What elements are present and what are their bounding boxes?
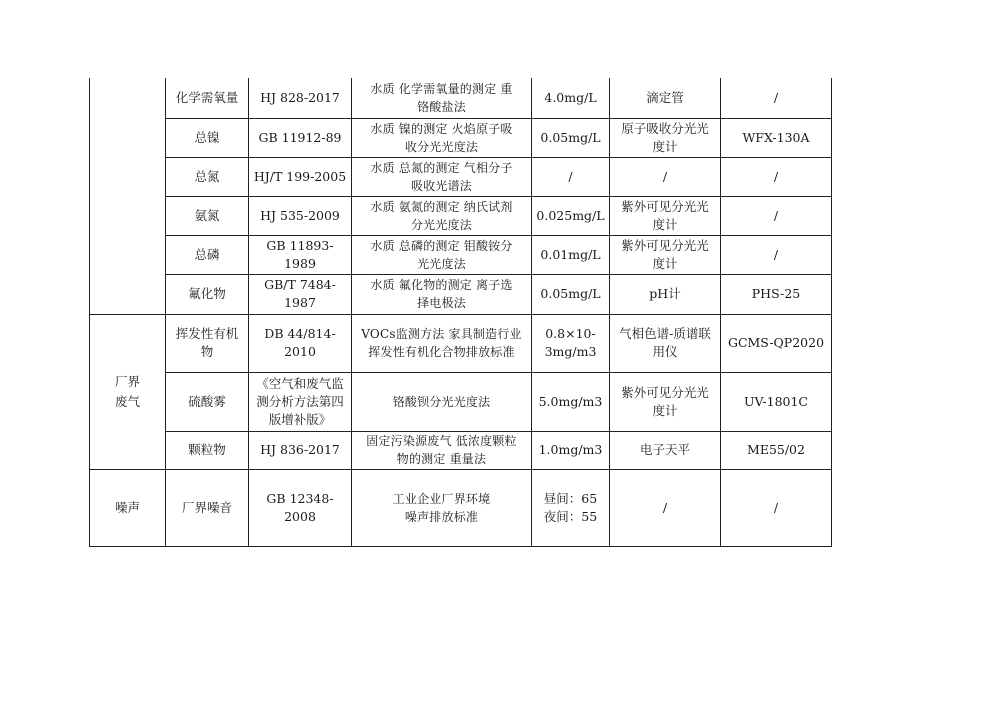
instrument-cell: 紫外可见分光光 度计 xyxy=(610,372,721,431)
model-cell: / xyxy=(721,157,832,196)
instrument-cell: 原子吸收分光光 度计 xyxy=(610,118,721,157)
standard-cell: GB 11912-89 xyxy=(249,118,352,157)
limit-cell: 0.01mg/L xyxy=(532,235,610,274)
instrument-cell: 紫外可见分光光 度计 xyxy=(610,235,721,274)
method-cell: 铬酸钡分光光度法 xyxy=(352,372,532,431)
table-row xyxy=(90,431,832,469)
item-cell: 厂界噪音 xyxy=(166,469,249,546)
limit-cell: 昼间：65 夜间：55 xyxy=(532,469,610,546)
method-cell: 水质 总氮的测定 气相分子 吸收光谱法 xyxy=(352,157,532,196)
table-row xyxy=(90,78,832,118)
method-cell: 水质 化学需氧量的测定 重 铬酸盐法 xyxy=(352,78,532,118)
limit-cell: 4.0mg/L xyxy=(532,78,610,118)
table-row xyxy=(90,118,832,157)
instrument-cell: 气相色谱-质谱联 用仪 xyxy=(610,314,721,372)
limit-cell: 1.0mg/m3 xyxy=(532,431,610,469)
table-row xyxy=(90,314,832,372)
standard-cell: GB/T 7484-1987 xyxy=(249,274,352,314)
method-cell: 固定污染源废气 低浓度颗粒 物的测定 重量法 xyxy=(352,431,532,469)
item-cell: 硫酸雾 xyxy=(166,372,249,431)
category-cell-waste-gas: 厂界 废气 xyxy=(90,314,166,469)
item-cell: 总镍 xyxy=(166,118,249,157)
method-cell: VOCs监测方法 家具制造行业 挥发性有机化合物排放标准 xyxy=(352,314,532,372)
item-cell: 挥发性有机 物 xyxy=(166,314,249,372)
table-row xyxy=(90,469,832,546)
instrument-cell: / xyxy=(610,469,721,546)
item-cell: 总磷 xyxy=(166,235,249,274)
standard-cell: DB 44/814-2010 xyxy=(249,314,352,372)
method-cell: 水质 镍的测定 火焰原子吸 收分光光度法 xyxy=(352,118,532,157)
table-row xyxy=(90,196,832,235)
item-cell: 化学需氧量 xyxy=(166,78,249,118)
standard-cell: GB 12348-2008 xyxy=(249,469,352,546)
table-row xyxy=(90,235,832,274)
limit-cell: 0.05mg/L xyxy=(532,118,610,157)
model-cell: UV-1801C xyxy=(721,372,832,431)
limit-cell: 0.8×10- 3mg/m3 xyxy=(532,314,610,372)
monitoring-methods-table xyxy=(89,78,832,547)
instrument-cell: 紫外可见分光光 度计 xyxy=(610,196,721,235)
limit-cell: 0.05mg/L xyxy=(532,274,610,314)
standard-cell: HJ 535-2009 xyxy=(249,196,352,235)
item-cell: 颗粒物 xyxy=(166,431,249,469)
model-cell: WFX-130A xyxy=(721,118,832,157)
model-cell: / xyxy=(721,469,832,546)
instrument-cell: 滴定管 xyxy=(610,78,721,118)
model-cell: PHS-25 xyxy=(721,274,832,314)
standard-cell: HJ 836-2017 xyxy=(249,431,352,469)
category-cell-wastewater xyxy=(90,78,166,314)
standard-cell: 《空气和废气监 测分析方法第四 版增补版》 xyxy=(249,372,352,431)
model-cell: ME55/02 xyxy=(721,431,832,469)
instrument-cell: pH计 xyxy=(610,274,721,314)
method-cell: 水质 总磷的测定 钼酸铵分 光光度法 xyxy=(352,235,532,274)
table-row xyxy=(90,372,832,431)
limit-cell: 5.0mg/m3 xyxy=(532,372,610,431)
table-row xyxy=(90,157,832,196)
instrument-cell: / xyxy=(610,157,721,196)
limit-cell: 0.025mg/L xyxy=(532,196,610,235)
model-cell: GCMS-QP2020 xyxy=(721,314,832,372)
item-cell: 氟化物 xyxy=(166,274,249,314)
limit-cell: / xyxy=(532,157,610,196)
item-cell: 总氮 xyxy=(166,157,249,196)
category-cell-noise: 噪声 xyxy=(90,469,166,546)
item-cell: 氨氮 xyxy=(166,196,249,235)
model-cell: / xyxy=(721,78,832,118)
method-cell: 水质 氟化物的测定 离子选 择电极法 xyxy=(352,274,532,314)
model-cell: / xyxy=(721,196,832,235)
table-row xyxy=(90,274,832,314)
method-cell: 水质 氨氮的测定 纳氏试剂 分光光度法 xyxy=(352,196,532,235)
standard-cell: GB 11893-1989 xyxy=(249,235,352,274)
model-cell: / xyxy=(721,235,832,274)
standard-cell: HJ/T 199-2005 xyxy=(249,157,352,196)
standard-cell: HJ 828-2017 xyxy=(249,78,352,118)
instrument-cell: 电子天平 xyxy=(610,431,721,469)
method-cell: 工业企业厂界环境 噪声排放标准 xyxy=(352,469,532,546)
